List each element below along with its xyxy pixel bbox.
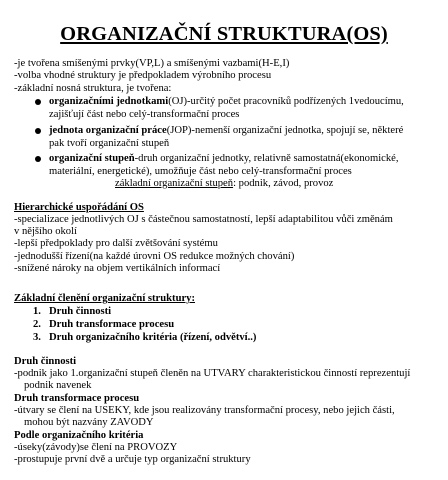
hierarchy-line: -specializace jednotlivých OJ s částečnou samostatností, lepší adaptabilitou vůči změnám — [14, 214, 393, 225]
bullet-continuation: zajišťují část nebo celý-transformační proces — [49, 109, 240, 120]
intro-line-2: -volba vhodné struktury je předpokladem výrobního procesu — [14, 70, 272, 81]
section-line: mohou být nazvány ZAVODY — [24, 417, 154, 428]
hierarchy-line: -snížené nároky na objem vertikálních informací — [14, 263, 221, 274]
bullet-item-2 — [49, 125, 403, 137]
bullet-dot — [35, 99, 41, 105]
section-line: -útvary se člení na USEKY, kde jsou realizovány transformační procesy, nebo jejich části, — [14, 405, 395, 416]
division-heading: Základní členění organizační struktury: — [14, 293, 195, 304]
sub-term: základní organizační stupeň — [115, 178, 234, 189]
hierarchy-heading: Hierarchické uspořádání OS — [14, 202, 144, 213]
bullet-dot — [35, 128, 41, 134]
section-line: -úseky(závody)se člení na PROVOZY — [14, 442, 178, 453]
bullet-term: organizačními jednotkami — [49, 96, 169, 107]
section-line: -podnik jako 1.organizační stupeň členěn na UTVARY charakteristickou činností reprezentují — [14, 368, 411, 379]
hierarchy-line: -lepší předpoklady pro další zvětšování systému — [14, 238, 218, 249]
bullet-text: (JOP)-nemenší organizační jednotka, spojují se, některé — [166, 125, 404, 136]
list-number: 2. — [33, 319, 41, 330]
list-item: Druh transformace procesu — [49, 319, 175, 330]
section-line: podnik navenek — [24, 380, 92, 391]
section-line: -prostupuje první dvě a určuje typ organizační struktury — [14, 454, 251, 465]
hierarchy-line: -jednodušší řízení(na každé úrovni OS redukce možných chování) — [14, 251, 295, 262]
list-item: Druh organizačního kritéria (řízení, odvětví..) — [49, 332, 257, 343]
section-heading: Druh transformace procesu — [14, 393, 140, 404]
bullet-continuation: materiální, energetické), umožňuje část nebo celý-transformační proces — [49, 166, 352, 177]
intro-line-1: -je tvořena smíšenými prvky(VP,L) a smíšenými vazbami(H-E,I) — [14, 58, 290, 69]
sub-text: : podnik, závod, provoz — [233, 178, 334, 189]
list-item: Druh činnosti — [49, 306, 112, 317]
intro-line-3: -základní nosná struktura, je tvořena: — [14, 83, 172, 94]
list-number: 3. — [33, 332, 41, 343]
bullet-continuation: pak tvoří organizační stupeň — [49, 138, 170, 149]
bullet-term: organizační stupeň — [49, 153, 135, 164]
page-title: ORGANIZAČNÍ STRUKTURA(OS) — [60, 23, 388, 45]
section-heading: Druh činnosti — [14, 356, 77, 367]
section-heading: Podle organizačního kritéria — [14, 430, 144, 441]
bullet-item-3 — [49, 153, 399, 165]
bullet-item-1 — [49, 96, 404, 108]
list-number: 1. — [33, 306, 41, 317]
bullet-term: jednota organizační práce — [49, 125, 167, 136]
hierarchy-line: v nějšího okolí — [14, 226, 77, 237]
bullet-text: -druh organizační jednotky, relativně samostatná(ekonomické, — [134, 153, 399, 164]
bullet-text: (OJ)-určitý počet pracovníků podřízených 1vedoucímu, — [168, 96, 404, 107]
bullet-sub-line — [115, 178, 333, 190]
bullet-dot — [35, 156, 41, 162]
